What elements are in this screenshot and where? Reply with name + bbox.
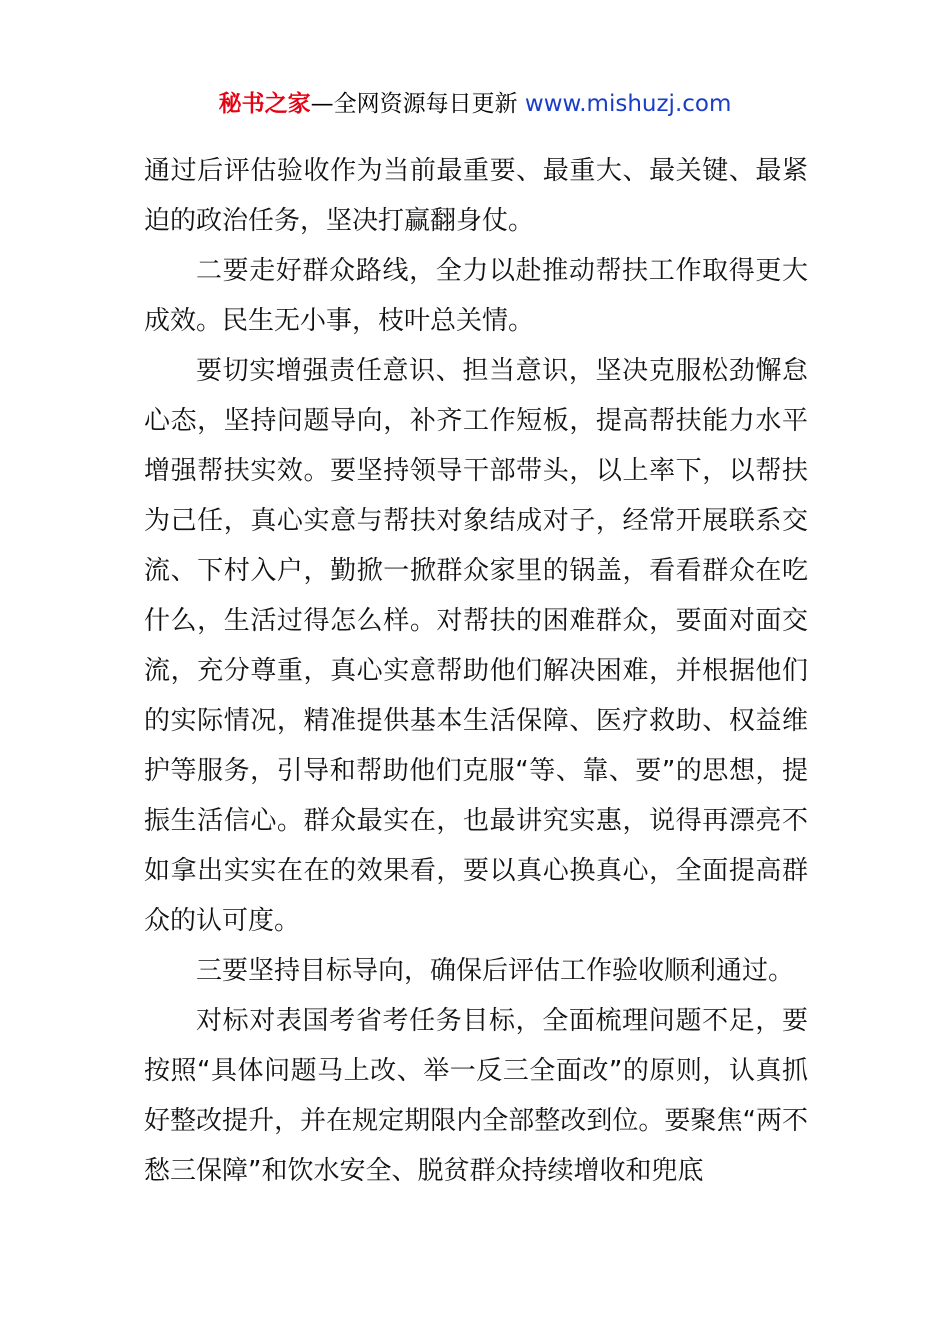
header-tagline: —全网资源每日更新 [310, 91, 525, 117]
paragraph: 通过后评估验收作为当前最重要、最重大、最关键、最紧迫的政治任务，坚决打赢翻身仗。 [144, 156, 808, 236]
document-body [144, 146, 808, 1196]
paragraph: 三要坚持目标导向，确保后评估工作验收顺利通过。 [196, 956, 795, 986]
site-url-link[interactable]: www.mishuzj.com [524, 91, 732, 117]
paragraph: 二要走好群众路线，全力以赴推动帮扶工作取得更大成效。民生无小事，枝叶总关情。 [144, 256, 808, 336]
paragraph: 要切实增强责任意识、担当意识，坚决克服松劲懈怠心态，坚持问题导向，补齐工作短板，提高帮扶能力水平增强帮扶实效。要坚持领导干部带头，以上率下，以帮扶为己任，真心实意与帮扶对象结成对子，经常开展联系交流、下村入户，勤掀一掀群众家里的锅盖，看看群众在吃什么，生活过得怎么样。对帮扶的困难群众，要面对面交流，充分尊重，真心实意帮助他们解决困难，并根据他们的实际情况，精准提供基本生活保障、医疗救助、权益维护等服务，引导和帮助他们克服“等、靠、要”的思想，提振生活信心。群众最实在，也最讲究实惠，说得再漂亮不如拿出实实在在的效果看，要以真心换真心，全面提高群众的认可度。 [144, 356, 808, 936]
brand-name: 秘书之家 [218, 91, 311, 117]
page-header [0, 86, 950, 122]
paragraph: 对标对表国考省考任务目标，全面梳理问题不足，要按照“具体问题马上改、举一反三全面改”的原则，认真抓好整改提升，并在规定期限内全部整改到位。要聚焦“两不愁三保障”和饮水安全、脱贫群众持续增收和兜底 [144, 1006, 808, 1186]
